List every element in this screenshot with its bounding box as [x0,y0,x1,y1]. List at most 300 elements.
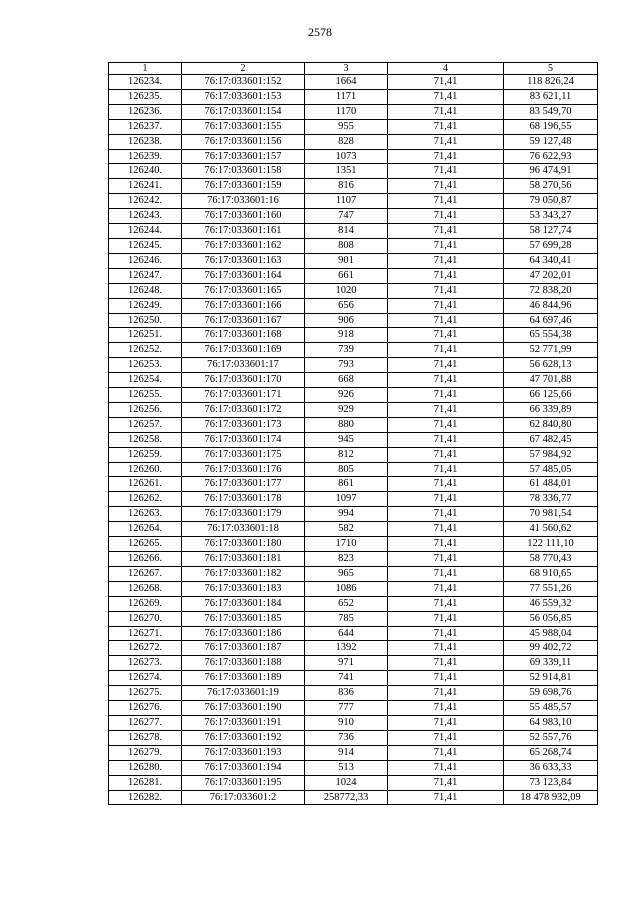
area-cell: 661 [305,268,388,283]
area-cell: 1024 [305,775,388,790]
table-row [109,447,598,462]
rate-cell: 71,41 [388,671,504,686]
cadastral-number-cell: 76:17:033601:175 [182,447,305,462]
table-row [109,671,598,686]
value-cell: 79 050,87 [504,194,598,209]
cadastral-number-cell: 76:17:033601:16 [182,194,305,209]
rate-cell: 71,41 [388,581,504,596]
rate-cell: 71,41 [388,417,504,432]
table-row [109,492,598,507]
table-row [109,343,598,358]
table-row [109,775,598,790]
cadastral-number-cell: 76:17:033601:190 [182,701,305,716]
cadastral-number-cell: 76:17:033601:168 [182,328,305,343]
value-cell: 45 988,04 [504,626,598,641]
table-row [109,89,598,104]
value-cell: 59 698,76 [504,686,598,701]
value-cell: 76 622,93 [504,149,598,164]
value-cell: 118 826,24 [504,75,598,90]
area-cell: 1020 [305,283,388,298]
rate-cell: 71,41 [388,238,504,253]
value-cell: 61 484,01 [504,477,598,492]
rate-cell: 71,41 [388,328,504,343]
area-cell: 971 [305,656,388,671]
cadastral-number-cell: 76:17:033601:179 [182,507,305,522]
table-row [109,164,598,179]
row-number-cell: 126244. [109,224,182,239]
cadastral-number-cell: 76:17:033601:187 [182,641,305,656]
value-cell: 59 127,48 [504,134,598,149]
value-cell: 47 701,88 [504,373,598,388]
value-cell: 70 981,54 [504,507,598,522]
rate-cell: 71,41 [388,402,504,417]
cadastral-number-cell: 76:17:033601:156 [182,134,305,149]
row-number-cell: 126268. [109,581,182,596]
rate-cell: 71,41 [388,626,504,641]
row-number-cell: 126250. [109,313,182,328]
area-cell: 918 [305,328,388,343]
row-number-cell: 126278. [109,730,182,745]
row-number-cell: 126251. [109,328,182,343]
row-number-cell: 126261. [109,477,182,492]
cadastral-number-cell: 76:17:033601:163 [182,253,305,268]
cadastral-number-cell: 76:17:033601:180 [182,537,305,552]
table-row [109,611,598,626]
table-row [109,268,598,283]
table-row [109,104,598,119]
rate-cell: 71,41 [388,358,504,373]
rate-cell: 71,41 [388,507,504,522]
rate-cell: 71,41 [388,566,504,581]
rate-cell: 71,41 [388,283,504,298]
rate-cell: 71,41 [388,790,504,805]
area-cell: 656 [305,298,388,313]
column-header: 2 [182,63,305,75]
rate-cell: 71,41 [388,209,504,224]
table-header-row [109,63,598,75]
table-row [109,760,598,775]
row-number-cell: 126258. [109,432,182,447]
cadastral-number-cell: 76:17:033601:181 [182,552,305,567]
row-number-cell: 126259. [109,447,182,462]
cadastral-number-cell: 76:17:033601:195 [182,775,305,790]
rate-cell: 71,41 [388,477,504,492]
value-cell: 57 485,05 [504,462,598,477]
cadastral-number-cell: 76:17:033601:192 [182,730,305,745]
area-cell: 1351 [305,164,388,179]
cadastral-number-cell: 76:17:033601:182 [182,566,305,581]
cadastral-number-cell: 76:17:033601:193 [182,745,305,760]
area-cell: 901 [305,253,388,268]
table-row [109,477,598,492]
area-cell: 747 [305,209,388,224]
table-row [109,358,598,373]
table-row [109,238,598,253]
table-row [109,417,598,432]
table-row [109,507,598,522]
area-cell: 668 [305,373,388,388]
rate-cell: 71,41 [388,432,504,447]
rate-cell: 71,41 [388,134,504,149]
area-cell: 828 [305,134,388,149]
value-cell: 65 268,74 [504,745,598,760]
row-number-cell: 126253. [109,358,182,373]
cadastral-number-cell: 76:17:033601:186 [182,626,305,641]
area-cell: 785 [305,611,388,626]
area-cell: 836 [305,686,388,701]
value-cell: 47 202,01 [504,268,598,283]
row-number-cell: 126238. [109,134,182,149]
area-cell: 816 [305,179,388,194]
value-cell: 36 633,33 [504,760,598,775]
area-cell: 955 [305,119,388,134]
table-row [109,790,598,805]
cadastral-number-cell: 76:17:033601:171 [182,388,305,403]
value-cell: 52 914,81 [504,671,598,686]
column-header: 3 [305,63,388,75]
cadastral-number-cell: 76:17:033601:172 [182,402,305,417]
rate-cell: 71,41 [388,596,504,611]
cadastral-number-cell: 76:17:033601:161 [182,224,305,239]
row-number-cell: 126254. [109,373,182,388]
cadastral-number-cell: 76:17:033601:185 [182,611,305,626]
cadastral-number-cell: 76:17:033601:18 [182,522,305,537]
table-row [109,283,598,298]
area-cell: 1097 [305,492,388,507]
table-row [109,552,598,567]
value-cell: 83 549,70 [504,104,598,119]
row-number-cell: 126239. [109,149,182,164]
area-cell: 1710 [305,537,388,552]
cadastral-number-cell: 76:17:033601:167 [182,313,305,328]
rate-cell: 71,41 [388,268,504,283]
rate-cell: 71,41 [388,492,504,507]
value-cell: 62 840,80 [504,417,598,432]
area-cell: 1392 [305,641,388,656]
value-cell: 46 844,96 [504,298,598,313]
row-number-cell: 126240. [109,164,182,179]
rate-cell: 71,41 [388,447,504,462]
cadastral-number-cell: 76:17:033601:176 [182,462,305,477]
rate-cell: 71,41 [388,313,504,328]
cadastral-number-cell: 76:17:033601:191 [182,715,305,730]
value-cell: 64 983,10 [504,715,598,730]
row-number-cell: 126269. [109,596,182,611]
rate-cell: 71,41 [388,224,504,239]
cadastral-number-cell: 76:17:033601:160 [182,209,305,224]
table-row [109,730,598,745]
area-cell: 945 [305,432,388,447]
row-number-cell: 126237. [109,119,182,134]
table-row [109,686,598,701]
area-cell: 1073 [305,149,388,164]
table-row [109,626,598,641]
cadastral-number-cell: 76:17:033601:2 [182,790,305,805]
area-cell: 793 [305,358,388,373]
area-cell: 926 [305,388,388,403]
row-number-cell: 126273. [109,656,182,671]
area-cell: 739 [305,343,388,358]
rate-cell: 71,41 [388,775,504,790]
area-cell: 258772,33 [305,790,388,805]
row-number-cell: 126282. [109,790,182,805]
row-number-cell: 126257. [109,417,182,432]
table-row [109,715,598,730]
cadastral-number-cell: 76:17:033601:164 [182,268,305,283]
value-cell: 68 196,55 [504,119,598,134]
area-cell: 808 [305,238,388,253]
rate-cell: 71,41 [388,745,504,760]
value-cell: 77 551,26 [504,581,598,596]
row-number-cell: 126280. [109,760,182,775]
column-header: 4 [388,63,504,75]
value-cell: 122 111,10 [504,537,598,552]
area-cell: 965 [305,566,388,581]
table-row [109,596,598,611]
row-number-cell: 126281. [109,775,182,790]
area-cell: 644 [305,626,388,641]
rate-cell: 71,41 [388,253,504,268]
cadastral-number-cell: 76:17:033601:183 [182,581,305,596]
rate-cell: 71,41 [388,686,504,701]
area-cell: 910 [305,715,388,730]
row-number-cell: 126242. [109,194,182,209]
cadastral-table [108,62,598,805]
row-number-cell: 126246. [109,253,182,268]
cadastral-number-cell: 76:17:033601:178 [182,492,305,507]
value-cell: 41 560,62 [504,522,598,537]
cadastral-number-cell: 76:17:033601:19 [182,686,305,701]
table-row [109,388,598,403]
value-cell: 96 474,91 [504,164,598,179]
cadastral-number-cell: 76:17:033601:158 [182,164,305,179]
cadastral-number-cell: 76:17:033601:159 [182,179,305,194]
row-number-cell: 126247. [109,268,182,283]
value-cell: 56 628,13 [504,358,598,373]
rate-cell: 71,41 [388,75,504,90]
cadastral-number-cell: 76:17:033601:177 [182,477,305,492]
value-cell: 67 482,45 [504,432,598,447]
value-cell: 73 123,84 [504,775,598,790]
area-cell: 929 [305,402,388,417]
row-number-cell: 126267. [109,566,182,581]
rate-cell: 71,41 [388,149,504,164]
value-cell: 52 557,76 [504,730,598,745]
area-cell: 823 [305,552,388,567]
row-number-cell: 126260. [109,462,182,477]
area-cell: 805 [305,462,388,477]
row-number-cell: 126249. [109,298,182,313]
cadastral-number-cell: 76:17:033601:189 [182,671,305,686]
row-number-cell: 126271. [109,626,182,641]
cadastral-number-cell: 76:17:033601:169 [182,343,305,358]
row-number-cell: 126248. [109,283,182,298]
row-number-cell: 126252. [109,343,182,358]
rate-cell: 71,41 [388,373,504,388]
table-row [109,253,598,268]
rate-cell: 71,41 [388,179,504,194]
table-row [109,119,598,134]
cadastral-number-cell: 76:17:033601:153 [182,89,305,104]
row-number-cell: 126241. [109,179,182,194]
value-cell: 99 402,72 [504,641,598,656]
row-number-cell: 126255. [109,388,182,403]
area-cell: 741 [305,671,388,686]
area-cell: 861 [305,477,388,492]
row-number-cell: 126245. [109,238,182,253]
cadastral-number-cell: 76:17:033601:188 [182,656,305,671]
area-cell: 880 [305,417,388,432]
value-cell: 57 984,92 [504,447,598,462]
table-row [109,373,598,388]
table-row [109,149,598,164]
cadastral-number-cell: 76:17:033601:173 [182,417,305,432]
area-cell: 1107 [305,194,388,209]
rate-cell: 71,41 [388,641,504,656]
table-row [109,432,598,447]
area-cell: 812 [305,447,388,462]
rate-cell: 71,41 [388,715,504,730]
value-cell: 55 485,57 [504,701,598,716]
value-cell: 68 910,65 [504,566,598,581]
table-row [109,328,598,343]
table-row [109,462,598,477]
value-cell: 72 838,20 [504,283,598,298]
rate-cell: 71,41 [388,701,504,716]
rate-cell: 71,41 [388,343,504,358]
row-number-cell: 126266. [109,552,182,567]
row-number-cell: 126276. [109,701,182,716]
value-cell: 69 339,11 [504,656,598,671]
rate-cell: 71,41 [388,611,504,626]
row-number-cell: 126236. [109,104,182,119]
rate-cell: 71,41 [388,388,504,403]
cadastral-number-cell: 76:17:033601:170 [182,373,305,388]
row-number-cell: 126243. [109,209,182,224]
area-cell: 582 [305,522,388,537]
table-row [109,522,598,537]
rate-cell: 71,41 [388,89,504,104]
table-row [109,224,598,239]
value-cell: 46 559,32 [504,596,598,611]
area-cell: 906 [305,313,388,328]
rate-cell: 71,41 [388,537,504,552]
table-row [109,209,598,224]
row-number-cell: 126272. [109,641,182,656]
table-row [109,402,598,417]
value-cell: 65 554,38 [504,328,598,343]
row-number-cell: 126270. [109,611,182,626]
value-cell: 58 770,43 [504,552,598,567]
cadastral-number-cell: 76:17:033601:166 [182,298,305,313]
table-row [109,581,598,596]
value-cell: 83 621,11 [504,89,598,104]
value-cell: 18 478 932,09 [504,790,598,805]
area-cell: 1170 [305,104,388,119]
rate-cell: 71,41 [388,298,504,313]
table-row [109,194,598,209]
table-body [109,75,598,805]
rate-cell: 71,41 [388,522,504,537]
cadastral-number-cell: 76:17:033601:184 [182,596,305,611]
value-cell: 58 127,74 [504,224,598,239]
rate-cell: 71,41 [388,552,504,567]
rate-cell: 71,41 [388,164,504,179]
page-number: 2578 [308,25,332,39]
cadastral-number-cell: 76:17:033601:165 [182,283,305,298]
area-cell: 1171 [305,89,388,104]
value-cell: 53 343,27 [504,209,598,224]
area-cell: 814 [305,224,388,239]
table-row [109,298,598,313]
table-row [109,641,598,656]
table-row [109,656,598,671]
area-cell: 994 [305,507,388,522]
row-number-cell: 126275. [109,686,182,701]
table-row [109,134,598,149]
area-cell: 736 [305,730,388,745]
rate-cell: 71,41 [388,656,504,671]
row-number-cell: 126263. [109,507,182,522]
rate-cell: 71,41 [388,730,504,745]
row-number-cell: 126256. [109,402,182,417]
table-row [109,179,598,194]
row-number-cell: 126265. [109,537,182,552]
cadastral-number-cell: 76:17:033601:155 [182,119,305,134]
column-header: 5 [504,63,598,75]
area-cell: 914 [305,745,388,760]
cadastral-number-cell: 76:17:033601:162 [182,238,305,253]
row-number-cell: 126279. [109,745,182,760]
rate-cell: 71,41 [388,194,504,209]
table-row [109,745,598,760]
rate-cell: 71,41 [388,760,504,775]
rate-cell: 71,41 [388,104,504,119]
table-row [109,701,598,716]
value-cell: 52 771,99 [504,343,598,358]
cadastral-number-cell: 76:17:033601:152 [182,75,305,90]
cadastral-number-cell: 76:17:033601:194 [182,760,305,775]
value-cell: 78 336,77 [504,492,598,507]
rate-cell: 71,41 [388,462,504,477]
value-cell: 64 340,41 [504,253,598,268]
table-row [109,537,598,552]
row-number-cell: 126274. [109,671,182,686]
cadastral-number-cell: 76:17:033601:17 [182,358,305,373]
area-cell: 1664 [305,75,388,90]
area-cell: 652 [305,596,388,611]
value-cell: 56 056,85 [504,611,598,626]
value-cell: 66 339,89 [504,402,598,417]
cadastral-number-cell: 76:17:033601:154 [182,104,305,119]
row-number-cell: 126277. [109,715,182,730]
area-cell: 1086 [305,581,388,596]
row-number-cell: 126264. [109,522,182,537]
cadastral-number-cell: 76:17:033601:157 [182,149,305,164]
column-header: 1 [109,63,182,75]
value-cell: 66 125,66 [504,388,598,403]
rate-cell: 71,41 [388,119,504,134]
value-cell: 64 697,46 [504,313,598,328]
row-number-cell: 126262. [109,492,182,507]
area-cell: 513 [305,760,388,775]
value-cell: 58 270,56 [504,179,598,194]
table-row [109,566,598,581]
table-row [109,313,598,328]
cadastral-number-cell: 76:17:033601:174 [182,432,305,447]
value-cell: 57 699,28 [504,238,598,253]
area-cell: 777 [305,701,388,716]
